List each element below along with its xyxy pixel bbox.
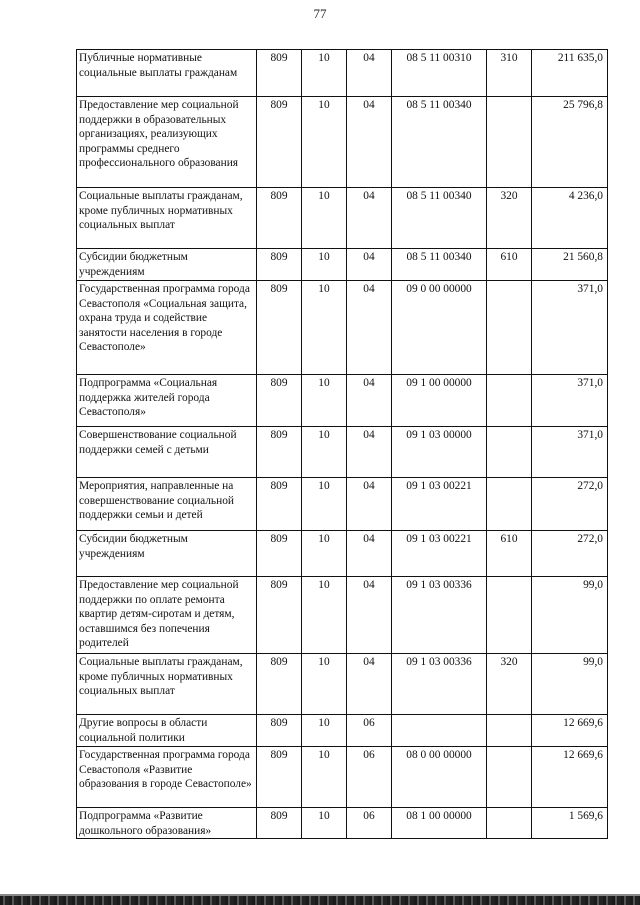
section-code: 10 <box>302 281 347 375</box>
expense-type-code <box>487 808 532 839</box>
table-row <box>77 427 608 478</box>
target-code: 08 5 11 00340 <box>392 249 487 281</box>
ministry-code: 809 <box>257 478 302 531</box>
subsection-code: 06 <box>347 715 392 747</box>
target-code: 08 5 11 00340 <box>392 97 487 188</box>
row-name: Мероприятия, направленные на совершенствование социальной поддержки семьи и детей <box>77 478 257 531</box>
target-code: 08 0 00 00000 <box>392 747 487 808</box>
row-name: Подпрограмма «Развитие дошкольного образования» <box>77 808 257 839</box>
ministry-code: 809 <box>257 427 302 478</box>
ministry-code: 809 <box>257 375 302 427</box>
table-row <box>77 249 608 281</box>
table-row <box>77 375 608 427</box>
target-code: 09 1 03 00000 <box>392 427 487 478</box>
section-code: 10 <box>302 747 347 808</box>
table-row <box>77 188 608 249</box>
target-code: 09 1 03 00336 <box>392 577 487 654</box>
target-code <box>392 715 487 747</box>
amount: 12 669,6 <box>532 715 608 747</box>
amount: 371,0 <box>532 375 608 427</box>
target-code: 09 1 03 00336 <box>392 654 487 715</box>
expense-type-code <box>487 97 532 188</box>
ministry-code: 809 <box>257 808 302 839</box>
ministry-code: 809 <box>257 50 302 97</box>
expense-type-code <box>487 715 532 747</box>
subsection-code: 04 <box>347 97 392 188</box>
table-row <box>77 808 608 839</box>
expense-type-code: 310 <box>487 50 532 97</box>
subsection-code: 04 <box>347 577 392 654</box>
table-row <box>77 577 608 654</box>
amount: 99,0 <box>532 654 608 715</box>
section-code: 10 <box>302 188 347 249</box>
row-name: Социальные выплаты гражданам, кроме публичных нормативных социальных выплат <box>77 188 257 249</box>
subsection-code: 06 <box>347 808 392 839</box>
target-code: 09 1 03 00221 <box>392 478 487 531</box>
section-code: 10 <box>302 531 347 577</box>
expense-type-code <box>487 747 532 808</box>
table-row <box>77 747 608 808</box>
subsection-code: 04 <box>347 50 392 97</box>
table-row <box>77 478 608 531</box>
subsection-code: 04 <box>347 281 392 375</box>
section-code: 10 <box>302 97 347 188</box>
amount: 25 796,8 <box>532 97 608 188</box>
expense-type-code: 320 <box>487 188 532 249</box>
amount: 371,0 <box>532 427 608 478</box>
table-row <box>77 50 608 97</box>
amount: 371,0 <box>532 281 608 375</box>
amount: 12 669,6 <box>532 747 608 808</box>
page-number: 77 <box>313 6 327 21</box>
ministry-code: 809 <box>257 188 302 249</box>
section-code: 10 <box>302 478 347 531</box>
amount: 1 569,6 <box>532 808 608 839</box>
ministry-code: 809 <box>257 654 302 715</box>
expense-type-code <box>487 427 532 478</box>
subsection-code: 04 <box>347 188 392 249</box>
table-row <box>77 531 608 577</box>
subsection-code: 06 <box>347 747 392 808</box>
row-name: Государственная программа города Севастополя «Развитие образования в городе Севастополе» <box>77 747 257 808</box>
table-row <box>77 281 608 375</box>
target-code: 09 0 00 00000 <box>392 281 487 375</box>
amount: 4 236,0 <box>532 188 608 249</box>
ministry-code: 809 <box>257 249 302 281</box>
subsection-code: 04 <box>347 249 392 281</box>
section-code: 10 <box>302 577 347 654</box>
section-code: 10 <box>302 715 347 747</box>
ministry-code: 809 <box>257 281 302 375</box>
target-code: 09 1 00 00000 <box>392 375 487 427</box>
table-row <box>77 97 608 188</box>
ministry-code: 809 <box>257 747 302 808</box>
expense-type-code <box>487 478 532 531</box>
expense-type-code <box>487 375 532 427</box>
row-name: Субсидии бюджетным учреждениям <box>77 249 257 281</box>
row-name: Другие вопросы в области социальной политики <box>77 715 257 747</box>
row-name: Предоставление мер социальной поддержки по оплате ремонта квартир детям-сиротам и детям, оставшимся без попечения родителей <box>77 577 257 654</box>
section-code: 10 <box>302 654 347 715</box>
row-name: Предоставление мер социальной поддержки в образовательных организациях, реализующих программы среднего профессионального образования <box>77 97 257 188</box>
ministry-code: 809 <box>257 97 302 188</box>
row-name: Социальные выплаты гражданам, кроме публичных нормативных социальных выплат <box>77 654 257 715</box>
row-name: Публичные нормативные социальные выплаты гражданам <box>77 50 257 97</box>
row-name: Совершенствование социальной поддержки семей с детьми <box>77 427 257 478</box>
subsection-code: 04 <box>347 427 392 478</box>
row-name: Подпрограмма «Социальная поддержка жителей города Севастополя» <box>77 375 257 427</box>
section-code: 10 <box>302 249 347 281</box>
subsection-code: 04 <box>347 375 392 427</box>
ministry-code: 809 <box>257 715 302 747</box>
amount: 272,0 <box>532 531 608 577</box>
table-row <box>77 715 608 747</box>
row-name: Государственная программа города Севастополя «Социальная защита, охрана труда и содействие занятости населения в городе Севастополе» <box>77 281 257 375</box>
subsection-code: 04 <box>347 654 392 715</box>
amount: 99,0 <box>532 577 608 654</box>
budget-table-body <box>77 50 608 839</box>
section-code: 10 <box>302 50 347 97</box>
budget-table <box>76 49 608 839</box>
scan-edge <box>0 896 640 905</box>
row-name: Субсидии бюджетным учреждениям <box>77 531 257 577</box>
table-row <box>77 654 608 715</box>
expense-type-code: 610 <box>487 249 532 281</box>
ministry-code: 809 <box>257 577 302 654</box>
expense-type-code: 320 <box>487 654 532 715</box>
expense-type-code <box>487 577 532 654</box>
subsection-code: 04 <box>347 478 392 531</box>
target-code: 08 1 00 00000 <box>392 808 487 839</box>
expense-type-code <box>487 281 532 375</box>
expense-type-code: 610 <box>487 531 532 577</box>
ministry-code: 809 <box>257 531 302 577</box>
subsection-code: 04 <box>347 531 392 577</box>
section-code: 10 <box>302 427 347 478</box>
amount: 21 560,8 <box>532 249 608 281</box>
amount: 211 635,0 <box>532 50 608 97</box>
section-code: 10 <box>302 808 347 839</box>
target-code: 08 5 11 00310 <box>392 50 487 97</box>
section-code: 10 <box>302 375 347 427</box>
target-code: 09 1 03 00221 <box>392 531 487 577</box>
amount: 272,0 <box>532 478 608 531</box>
target-code: 08 5 11 00340 <box>392 188 487 249</box>
